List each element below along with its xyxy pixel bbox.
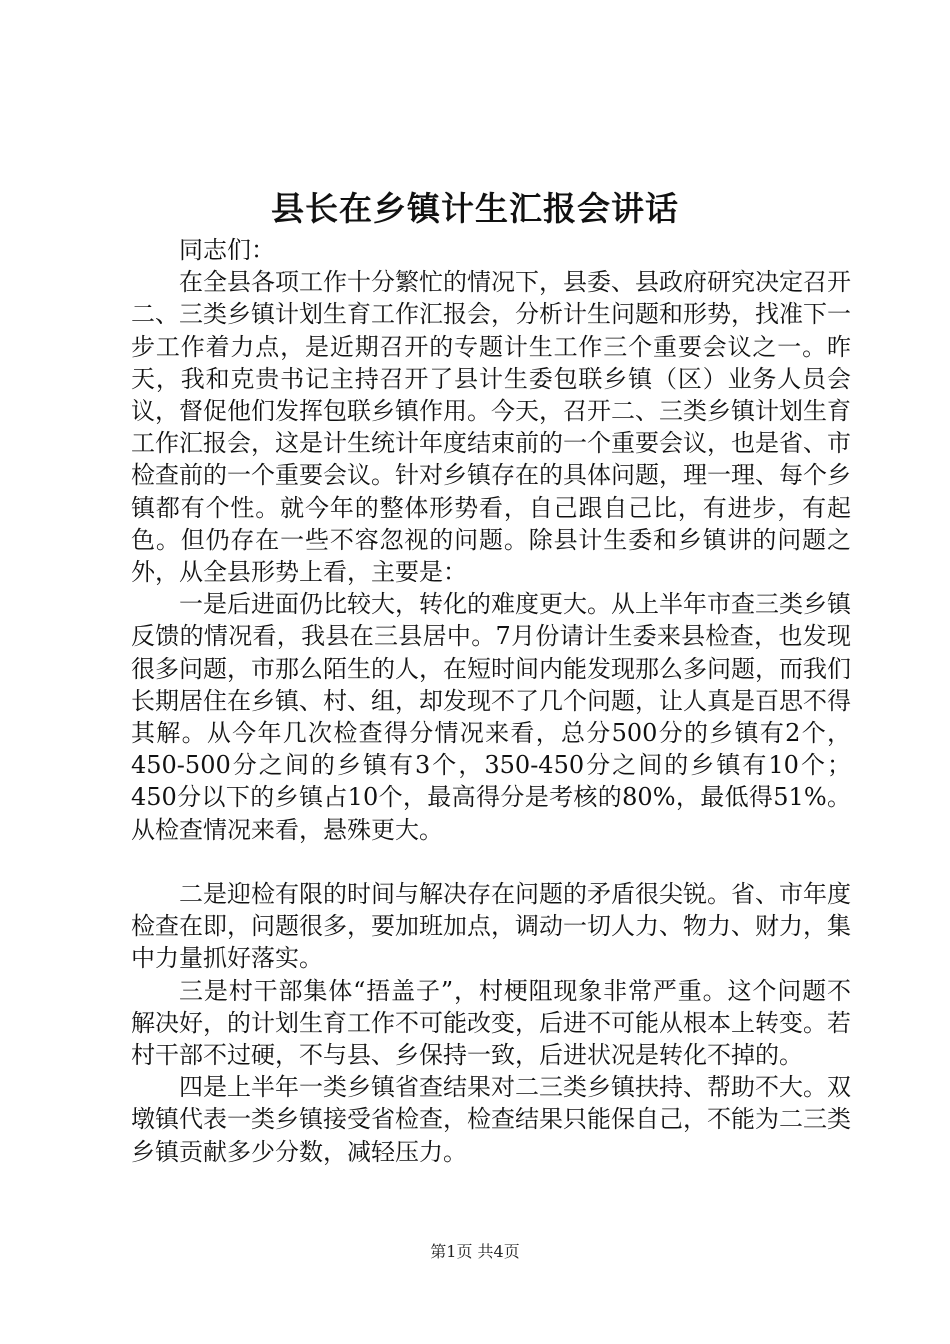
document-body bbox=[131, 234, 851, 1168]
salutation: 同志们： bbox=[179, 236, 275, 264]
paragraph-point-2: 二是迎检有限的时间与解决存在问题的矛盾很尖锐。省、市年度检查在即，问题很多，要加班加点，调动一切人力、物力、财力，集中力量抓好落实。 bbox=[131, 880, 851, 973]
paragraph-intro: 在全县各项工作十分繁忙的情况下，县委、县政府研究决定召开二、三类乡镇计划生育工作汇报会，分析计生问题和形势，找准下一步工作着力点，是近期召开的专题计生工作三个重要会议之一。昨天，我和克贵书记主持召开了县计生委包联乡镇（区）业务人员会议，督促他们发挥包联乡镇作用。今天，召开二、三类乡镇计划生育工作汇报会，这是计生统计年度结束前的一个重要会议，也是省、市检查前的一个重要会议。针对乡镇存在的具体问题，理一理、每个乡镇都有个性。就今年的整体形势看，自己跟自己比，有进步，有起色。但仍存在一些不容忽视的问题。除县计生委和乡镇讲的问题之外，从全县形势上看，主要是： bbox=[131, 268, 851, 587]
paragraph-point-4: 四是上半年一类乡镇省查结果对二三类乡镇扶持、帮助不大。双墩镇代表一类乡镇接受省检查，检查结果只能保自己，不能为二三类乡镇贡献多少分数，减轻压力。 bbox=[131, 1073, 851, 1166]
paragraph-point-1: 一是后进面仍比较大，转化的难度更大。从上半年市查三类乡镇反馈的情况看，我县在三县居中。7月份请计生委来县检查，也发现很多问题，市那么陌生的人，在短时间内能发现那么多问题，而我们长期居住在乡镇、村、组，却发现不了几个问题，让人真是百思不得其解。从今年几次检查得分情况来看，总分500分的乡镇有2个，450-500分之间的乡镇有3个，350-450分之间的乡镇有10个；450分以下的乡镇占10个，最高得分是考核的80%，最低得51%。从检查情况来看，悬殊更大。 bbox=[131, 590, 851, 844]
paragraph-point-3: 三是村干部集体“捂盖子”，村梗阻现象非常严重。这个问题不解决好，的计划生育工作不可能改变，后进不可能从根本上转变。若村干部不过硬，不与县、乡保持一致，后进状况是转化不掉的。 bbox=[131, 976, 851, 1070]
page-number-footer: 第1页 共4页 bbox=[430, 1242, 520, 1261]
document-title: 县长在乡镇计生汇报会讲话 bbox=[271, 189, 679, 228]
